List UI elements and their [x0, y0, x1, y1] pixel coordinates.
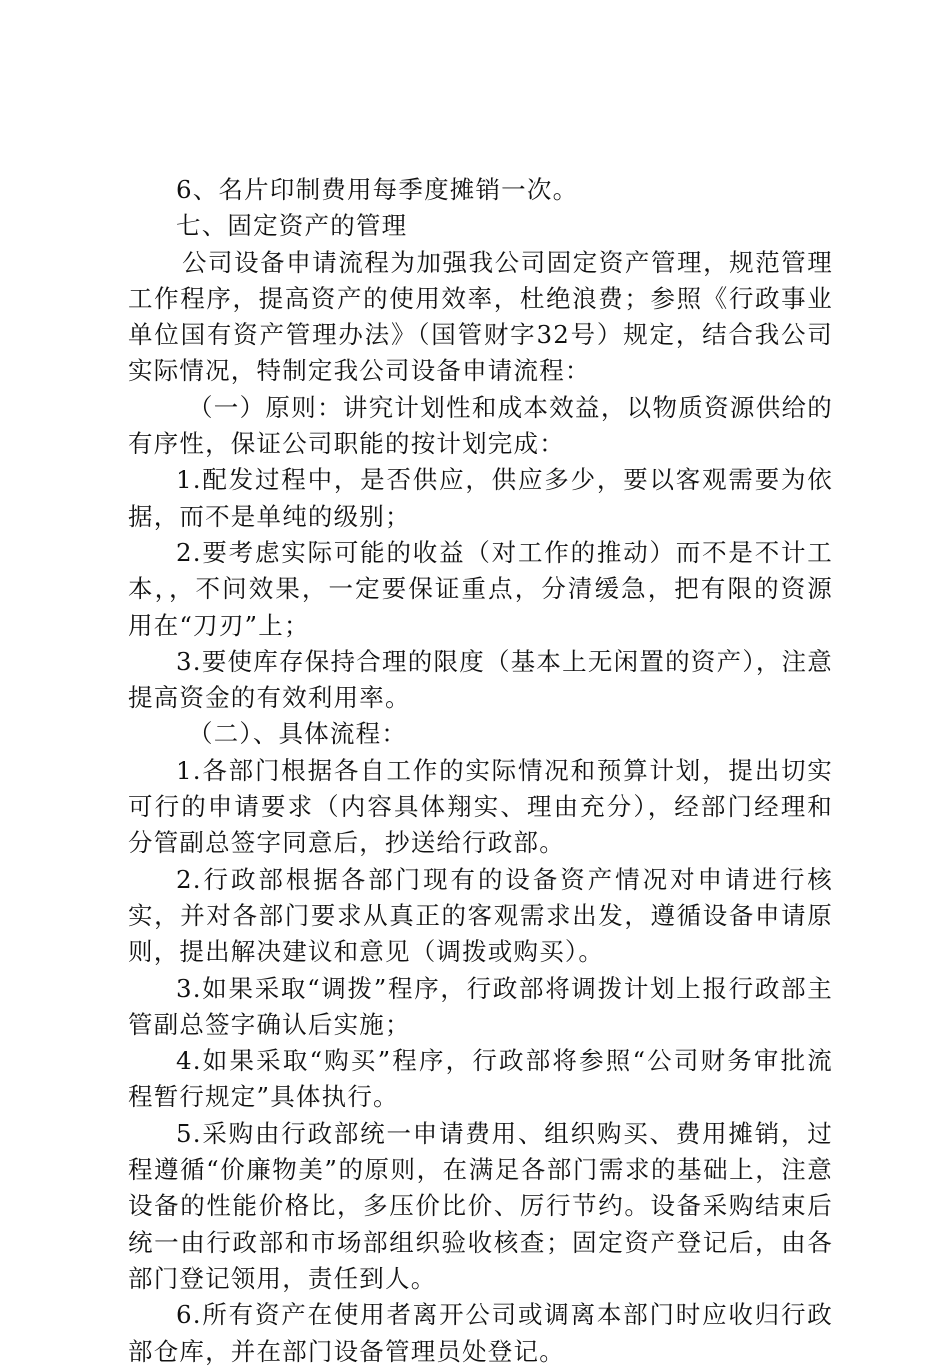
document-body — [128, 172, 833, 1370]
section-heading-fixed-assets: 七、固定资产的管理 — [176, 211, 408, 241]
paragraph-procedure-2: 2.行政部根据各部门现有的设备资产情况对申请进行核实，并对各部门要求从真正的客观需求出发，遵循设备申请原则，提出解决建议和意见（调拨或购买）。 — [128, 864, 833, 967]
paragraph-card-printing-cost: 6、名片印制费用每季度摊销一次。 — [176, 175, 579, 204]
paragraph-procedure-5: 5.采购由行政部统一申请费用、组织购买、费用摊销，过程遵循“价廉物美”的原则，在满足各部门需求的基础上，注意设备的性能价格比，多压价比价、厉行节约。设备采购结束后统一由行政部和市场部组织验收核查；固定资产登记后，由各部门登记领用，责任到人。 — [128, 1118, 833, 1293]
subheading-principles: （一）原则：讲究计划性和成本效益，以物质资源供给的有序性，保证公司职能的按计划完成： — [128, 392, 833, 459]
paragraph-principle-1: 1.配发过程中，是否供应，供应多少，要以客观需要为依据，而不是单纯的级别； — [128, 465, 833, 531]
paragraph-procedure-4: 4.如果采取“购买”程序，行政部将参照“公司财务审批流程暂行规定”具体执行。 — [128, 1046, 833, 1112]
paragraph-procedure-6: 6.所有资产在使用者离开公司或调离本部门时应收归行政部仓库，并在部门设备管理员处登记。 — [128, 1300, 833, 1366]
paragraph-procedure-1: 1.各部门根据各自工作的实际情况和预算计划，提出切实可行的申请要求（内容具体翔实、理由充分），经部门经理和分管副总签字同意后，抄送给行政部。 — [128, 755, 833, 858]
paragraph-principle-2: 2.要考虑实际可能的收益（对工作的推动）而不是不计工本，，不问效果，一定要保证重点，分清缓急，把有限的资源用在“刀刃”上； — [128, 537, 833, 640]
paragraph-principle-3: 3.要使库存保持合理的限度（基本上无闲置的资产），注意提高资金的有效利用率。 — [128, 646, 833, 713]
subheading-procedure: （二）、具体流程： — [188, 719, 408, 749]
paragraph-equipment-request-intro: 公司设备申请流程为加强我公司固定资产管理，规范管理工作程序，提高资产的使用效率，杜绝浪费；参照《行政事业单位国有资产管理办法》（国管财字32号）规定，结合我公司实际情况，特制定我公司设备申请流程： — [128, 247, 833, 386]
paragraph-procedure-3: 3.如果采取“调拨”程序，行政部将调拨计划上报行政部主管副总签字确认后实施； — [128, 973, 833, 1039]
